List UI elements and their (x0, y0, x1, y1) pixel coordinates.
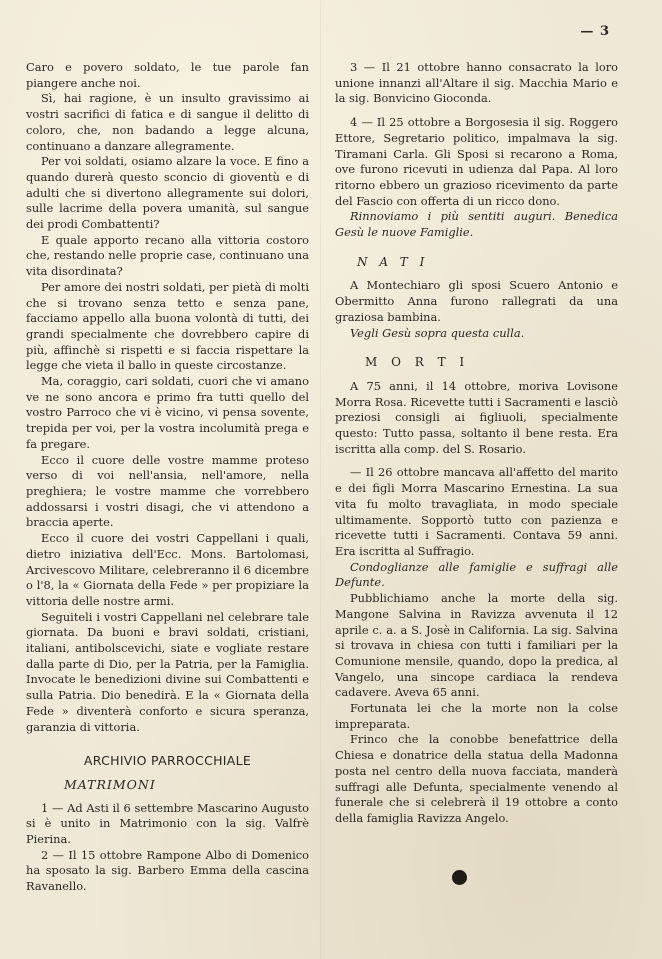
page-fold (320, 0, 321, 959)
morti-entry: — Il 26 ottobre mancava all'affetto del marito e dei figli Morra Mascarino Ernestina. La sua vita fu molto travagliata, in modo speciale ultimamente. Sopportò tutto con pazienza e ricevette tutti i Sacramenti. Contava 59 anni. Era iscritta al Suffragio. (335, 465, 618, 558)
nati-heading: N A T I (357, 254, 429, 269)
matrimoni-heading: MATRIMONI (64, 776, 156, 792)
paragraph: Pubblichiamo anche la morte della sig. Mangone Salvina in Ravizza avvenuta il 12 aprile c. a. a S. Josè in California. La sig. Salvina si trovava in chiesa con tutti i familiari per la Comunione mensile, quando, dopo la predica, al Vangelo, una sincope cardiaca la rendeva cadavere. Aveva 65 anni. (335, 591, 618, 700)
paragraph: Ma, coraggio, cari soldati, cuori che vi amano ve ne sono ancora e primo fra tutti quello del vostro Parroco che vi è vicino, vi pensa sovente, trepida per voi, per la vostra incolumità prega e fa pregare. (26, 374, 309, 451)
nati-wish: Vegli Gesù sopra questa culla. (350, 325, 525, 340)
nati-entry: A Montechiaro gli sposi Scuero Antonio e Obermitto Anna furono rallegrati da una graziosa bambina. (335, 278, 618, 324)
paragraph: Per voi soldati, osiamo alzare la voce. E fino a quando durerà questo sconcio di gioventù e di adulti che si divertono allegramente sui dolori, sulle lacrime della povera umanità, sul sangue dei prodi Combattenti? (26, 154, 309, 232)
morti-wish: Condoglianze alle famiglie e suffragi alle Defunte. (335, 559, 618, 590)
paragraph: E quale apporto recano alla vittoria costoro che, restando nelle proprie case, continuano una vita disordinata? (26, 232, 309, 279)
paragraph: Ecco il cuore dei vostri Cappellani i quali, dietro iniziativa dell'Ecc. Mons. Bartolomasi, Arcivescovo Militare, celebreranno il 6 dicembre o l'8, la « Giornata della Fede » per propiziare la vittoria delle nostre armi. (26, 531, 309, 608)
paragraph: Fortunata lei che la morte non la colse impreparata. (335, 701, 618, 731)
paragraph: Ecco il cuore delle vostre mamme proteso verso di voi nell'ansia, nell'amore, nella preghiera; le vostre mamme che vorrebbero addossarsi i vostri disagi, che vi attendono a braccia aperte. (26, 452, 309, 530)
morti-entry: A 75 anni, il 14 ottobre, moriva Lovisone Morra Rosa. Ricevette tutti i Sacramenti e lasciò preziosi consigli ai figliuoli, specialmente questo: Tutto passa, soltanto il bene resta. Era iscritta alla comp. del S. Rosario. (335, 378, 618, 456)
matrimonio-entry: 4 — Il 25 ottobre a Borgosesia il sig. Roggero Ettore, Segretario politico, impalmava la sig. Tiramani Carla. Gli Sposi si recarono a Roma, ove furono ricevuti in udienza dal Papa. Al loro ritorno ebbero un grazioso ricevimento da parte del Fascio con offerta di un ricco dono. (335, 115, 618, 208)
left-column (26, 60, 309, 895)
paragraph: Per amore dei nostri soldati, per pietà di molti che si trovano senza tetto e senza pane, facciamo appello alla buona volontà di tutti, dei grandi specialmente che dovrebbero capire di più, affinchè si rispetti e si faccia rispettare la legge che vieta il ballo in queste circostanze. (26, 279, 309, 373)
archivio-heading: ARCHIVIO PARROCCHIALE (83, 753, 252, 769)
paragraph: Seguiteli i vostri Cappellani nel celebrare tale giornata. Da buoni e bravi soldati, cristiani, italiani, antibolscevichi, siate e vogliate restare dalla parte di Dio, per la Patria, per la Famiglia. Invocate le benedizioni divine sui Combattenti e sulla Patria. Dio benedirà. E la « Giornata della Fede » diventerà conforto e sicura speranza, garanzia di vittoria. (26, 609, 309, 734)
ink-blot (452, 870, 467, 885)
page-number: — 3 (580, 24, 610, 39)
right-column (335, 60, 618, 827)
matrimoni-wish: Rinnoviamo i più sentiti auguri. Benedica Gesù le nuove Famiglie. (335, 209, 618, 240)
matrimonio-entry: 3 — Il 21 ottobre hanno consacrato la loro unione innanzi all'Altare il sig. Macchia Mario e la sig. Bonvicino Gioconda. (335, 60, 618, 106)
matrimonio-entry: 1 — Ad Asti il 6 settembre Mascarino Augusto si è unito in Matrimonio con la sig. Valfrè Pierina. (26, 800, 309, 847)
paragraph: Sì, hai ragione, è un insulto gravissimo ai vostri sacrifici di fatica e di sangue il delitto di coloro, che, non badando a legge alcuna, continuano a danzare allegramente. (26, 91, 309, 153)
paragraph: Caro e povero soldato, le tue parole fan piangere anche noi. (26, 60, 309, 90)
morti-heading: M O R T I (365, 355, 470, 370)
paragraph: Frinco che la conobbe benefattrice della Chiesa e donatrice della statua della Madonna posta nel centro della nuova facciata, manderà suffragi alle Defunta, specialmente venendo al funerale che si celebrerà il 19 ottobre a conto della famiglia Ravizza Angelo. (335, 732, 618, 825)
matrimonio-entry: 2 — Il 15 ottobre Rampone Albo di Domenico ha sposato la sig. Barbero Emma della cascina Ravanello. (26, 847, 309, 894)
